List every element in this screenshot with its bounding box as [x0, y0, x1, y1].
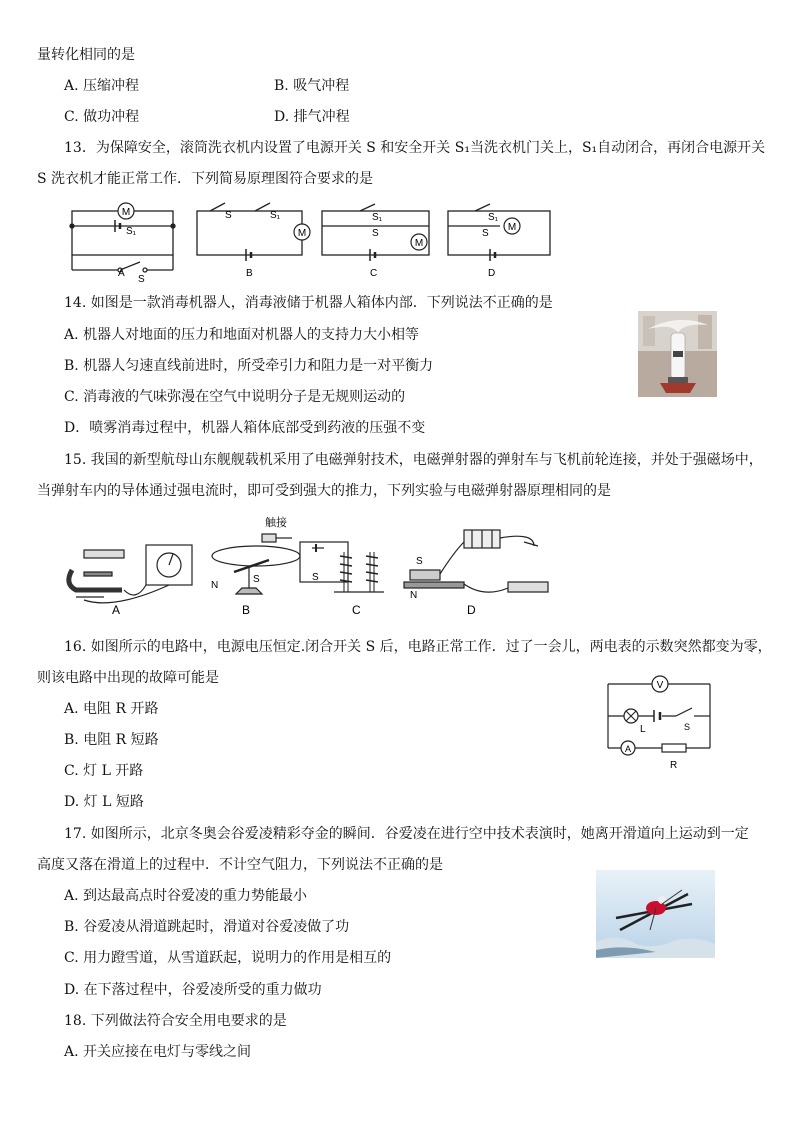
- q15-fig-label-d: D: [467, 603, 476, 617]
- q14-option-a: A. 机器人对地面的压力和地面对机器人的支持力大小相等: [64, 327, 420, 343]
- q17-option-c: C. 用力蹬雪道，从雪道跃起，说明力的作用是相互的: [64, 950, 392, 966]
- q13-stem-line2: S 洗衣机才能正常工作．下列简易原理图符合要求的是: [37, 171, 374, 187]
- q13-fig-label-c: C: [370, 268, 378, 279]
- q16-stem-line2: 则该电路中出现的故障可能是: [37, 670, 219, 686]
- q13-circuit-diagrams: [60, 196, 560, 288]
- switch-s-label-d: S: [482, 228, 489, 239]
- q14-stem: 14. 如图是一款消毒机器人，消毒液储于机器人箱体内部．下列说法不正确的是: [64, 295, 553, 311]
- switch-s-label-a: S: [138, 274, 145, 285]
- q16-option-a: A. 电阻 R 开路: [64, 701, 159, 717]
- q12-option-a: A. 压缩冲程: [64, 78, 140, 94]
- q15-d-n-label: N: [410, 590, 418, 601]
- q16-option-c: C. 灯 L 开路: [64, 763, 144, 779]
- q13-fig-label-d: D: [488, 268, 496, 279]
- q16-stem-line1: 16. 如图所示的电路中，电源电压恒定.闭合开关 S 后，电路正常工作．过了一会儿，两电表的示数突然都变为零，: [64, 639, 772, 655]
- motor-label-b: M: [297, 228, 307, 239]
- voltmeter-label: V: [656, 680, 664, 691]
- q14-option-b: B. 机器人匀速直线前进时，所受牵引力和阻力是一对平衡力: [64, 358, 434, 374]
- q12-stem-cont: 量转化相同的是: [37, 47, 135, 63]
- q13-stem-line1: 13．为保障安全，滚筒洗衣机内设置了电源开关 S 和安全开关 S₁当洗衣机门关上，S₁自动闭合，再闭合电源开关: [64, 140, 766, 156]
- switch-s-label-c: S: [372, 228, 379, 239]
- q15-c-s-label: S: [312, 572, 319, 583]
- switch-s1-label-c: S₁: [372, 212, 383, 223]
- q16-option-d: D. 灯 L 短路: [64, 794, 144, 810]
- q15-d-s-label: S: [416, 556, 423, 567]
- switch-label: S: [684, 722, 691, 732]
- q14-option-c: C. 消毒液的气味弥漫在空气中说明分子是无规则运动的: [64, 389, 406, 405]
- q15-touch-label: 触接: [265, 517, 287, 529]
- q13-fig-label-b: B: [246, 268, 253, 279]
- motor-label-c: M: [414, 238, 424, 249]
- switch-s1-label-d: S₁: [488, 212, 499, 223]
- disinfection-robot-photo: [638, 311, 717, 397]
- q16-circuit-diagram: [600, 672, 720, 774]
- q17-option-a: A. 到达最高点时谷爱凌的重力势能最小: [64, 888, 308, 904]
- q13-fig-label-a: A: [118, 268, 125, 279]
- motor-label-a: M: [121, 207, 131, 218]
- switch-s-label-b: S: [225, 210, 232, 221]
- q17-stem-line2: 高度又落在滑道上的过程中．不计空气阻力，下列说法不正确的是: [37, 857, 443, 873]
- q17-option-b: B. 谷爱凌从滑道跳起时，滑道对谷爱凌做了功: [64, 919, 350, 935]
- skier-photo: [596, 870, 715, 958]
- switch-s1-label-b: S₁: [270, 210, 281, 221]
- q15-fig-label-a: A: [112, 603, 121, 617]
- resistor-label: R: [670, 760, 678, 771]
- q17-stem-line1: 17. 如图所示，北京冬奥会谷爱凌精彩夺金的瞬间．谷爱凌在进行空中技术表演时，她离开滑道向上运动到一定: [64, 826, 749, 842]
- q15-b-s-label: S: [253, 574, 260, 585]
- q16-option-b: B. 电阻 R 短路: [64, 732, 159, 748]
- q15-stem-line2: 当弹射车内的导体通过强电流时，即可受到强大的推力，下列实验与电磁弹射器原理相同的是: [37, 483, 611, 499]
- q12-option-d: D. 排气冲程: [274, 109, 350, 125]
- q17-option-d: D. 在下落过程中，谷爱凌所受的重力做功: [64, 982, 322, 998]
- lamp-label: L: [640, 724, 646, 735]
- q15-fig-label-b: B: [242, 603, 251, 617]
- q15-stem-line1: 15. 我国的新型航母山东舰舰载机采用了电磁弹射技术，电磁弹射器的弹射车与飞机前轮连接，并处于强磁场中，: [64, 452, 763, 468]
- ammeter-label: A: [624, 744, 632, 754]
- q15-fig-label-c: C: [352, 603, 361, 617]
- switch-s1-label-a: S₁: [126, 226, 137, 237]
- q14-option-d: D．喷雾消毒过程中，机器人箱体底部受到药液的压强不变: [64, 420, 426, 436]
- q15-experiment-figures: [64, 512, 564, 620]
- q18-stem: 18. 下列做法符合安全用电要求的是: [64, 1013, 287, 1029]
- q15-b-n-label: N: [211, 580, 219, 591]
- motor-label-d: M: [507, 222, 517, 233]
- q12-option-c: C. 做功冲程: [64, 109, 140, 125]
- q12-option-b: B. 吸气冲程: [274, 78, 350, 94]
- q18-option-a: A. 开关应接在电灯与零线之间: [64, 1044, 252, 1060]
